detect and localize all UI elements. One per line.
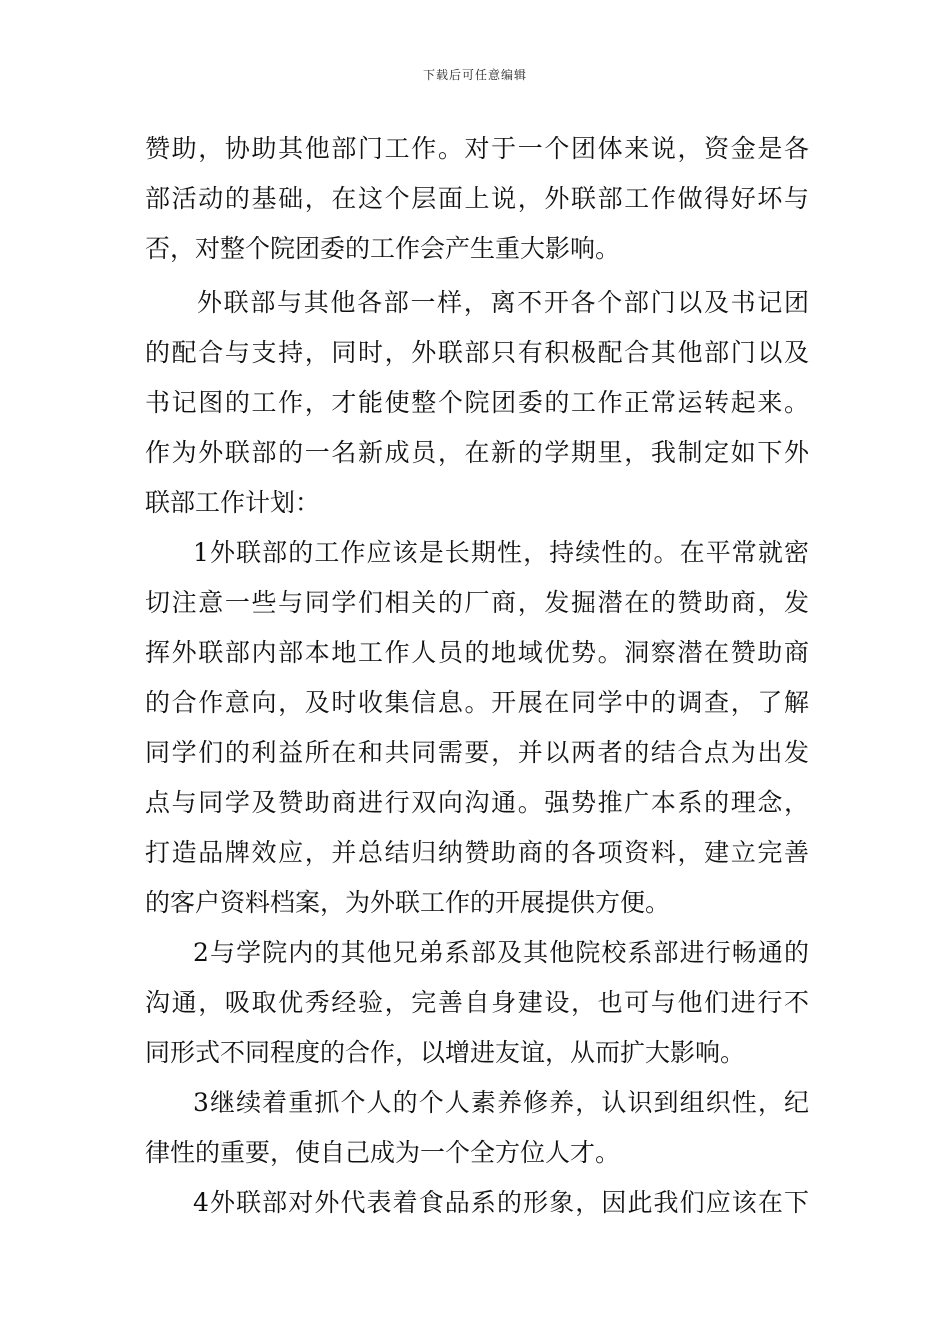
paragraph xyxy=(145,124,809,274)
document-body xyxy=(145,124,809,1228)
text-line: 沟通，吸取优秀经验，完善自身建设，也可与他们进行不 xyxy=(145,988,809,1017)
text-line: 4外联部对外代表着食品系的形象，因此我们应该在下 xyxy=(193,1188,809,1217)
text-line: 书记图的工作，才能使整个院团委的工作正常运转起来。 xyxy=(145,388,809,417)
text-line: 2与学院内的其他兄弟系部及其他院校系部进行畅通的 xyxy=(193,938,809,967)
text-line: 3继续着重抓个人的个人素养修养，认识到组织性，纪 xyxy=(193,1088,809,1117)
text-line: 同学们的利益所在和共同需要，并以两者的结合点为出发 xyxy=(145,738,809,767)
paragraph xyxy=(145,1178,809,1228)
text-line: 律性的重要，使自己成为一个全方位人才。 xyxy=(145,1138,621,1167)
text-line: 的配合与支持，同时，外联部只有积极配合其他部门以及 xyxy=(145,338,809,367)
paragraph xyxy=(145,278,809,528)
text-line: 部活动的基础，在这个层面上说，外联部工作做得好坏与 xyxy=(145,184,809,213)
text-line: 点与同学及赞助商进行双向沟通。强势推广本系的理念， xyxy=(145,788,809,817)
text-line: 的客户资料档案，为外联工作的开展提供方便。 xyxy=(145,888,671,917)
text-line: 赞助，协助其他部门工作。对于一个团体来说，资金是各 xyxy=(145,134,809,163)
text-line: 作为外联部的一名新成员，在新的学期里，我制定如下外 xyxy=(145,438,809,467)
text-line: 打造品牌效应，并总结归纳赞助商的各项资料，建立完善 xyxy=(145,838,809,867)
page-header: 下载后可任意编辑 xyxy=(422,68,527,82)
text-line: 同形式不同程度的合作，以增进友谊，从而扩大影响。 xyxy=(145,1038,746,1067)
paragraph xyxy=(145,1078,809,1178)
text-line: 外联部与其他各部一样，离不开各个部门以及书记团 xyxy=(197,288,809,317)
text-line: 联部工作计划： xyxy=(145,488,321,517)
text-line: 1外联部的工作应该是长期性，持续性的。在平常就密 xyxy=(193,538,809,567)
text-line: 切注意一些与同学们相关的厂商，发掘潜在的赞助商，发 xyxy=(145,588,809,617)
paragraph xyxy=(145,928,809,1078)
text-line: 否，对整个院团委的工作会产生重大影响。 xyxy=(145,234,621,263)
text-line: 的合作意向，及时收集信息。开展在同学中的调查，了解 xyxy=(145,688,809,717)
text-line: 挥外联部内部本地工作人员的地域优势。洞察潜在赞助商 xyxy=(145,638,809,667)
paragraph xyxy=(145,528,809,928)
